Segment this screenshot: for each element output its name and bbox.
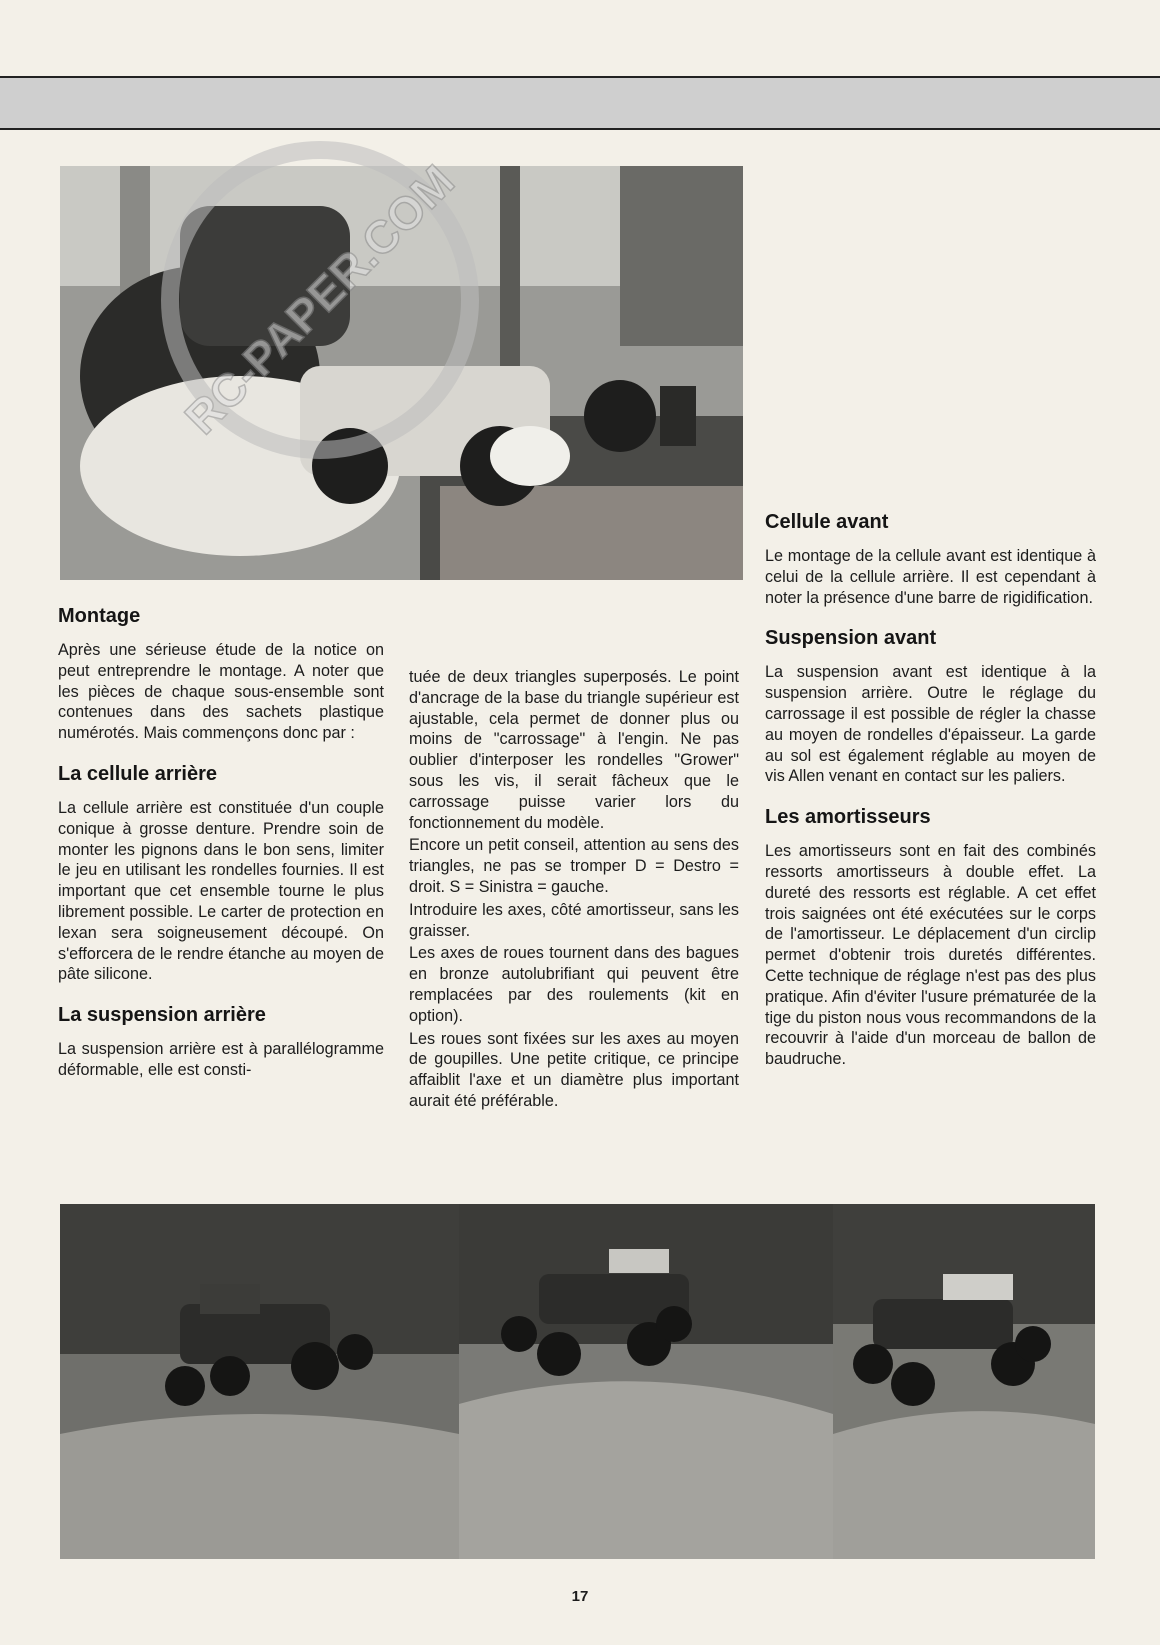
amortisseurs-text: Les amortisseurs sont en fait des combinés ressorts amortisseurs à double effet. La dureté des ressorts est réglable. A cet effet trois saignées ont été exécutées sur le corps de l'amortisseur. Le déplacement d'un circlip permet d'obtenir trois duretés différentes. Cette technique de réglage n'est pas des plus pratique. Afin d'éviter l'usure prématurée de la tige du piston nous vous recommandons de la recouvrir à l'aide d'un morceau de ballon de baudruche. [765, 842, 1096, 1069]
montage-heading: Montage [58, 605, 141, 627]
bottom-photo-1 [60, 1204, 459, 1559]
watermark-stamp [140, 110, 500, 490]
buggy-jump-photo-3 [833, 1204, 1095, 1559]
suspension-avant-text: La suspension avant est identique à la suspension arrière. Outre le réglage du carrossage il est possible de régler la chasse au moyen de rondelles d'épaisseur. La garde au sol est également réglable au moyen de vis Allen venant en contact sur les paliers. [765, 663, 1096, 786]
suspension-arriere-heading: La suspension arrière [58, 1004, 266, 1027]
column-1 [58, 604, 384, 1095]
col2-paragraph-5: Les roues sont fixées sur les axes au moyen de goupilles. Une petite critique, ce principe affaiblit l'axe et un diamètre plus important aurait été préférable. [409, 1029, 739, 1110]
col2-paragraph-1: tuée de deux triangles superposés. Le point d'ancrage de la base du triangle supérieur est ajustable, cela permet de donner plus ou moins de "carrossage" à l'engin. Ne pas oublier d'interposer les rondelles "Grower" sous les vis, il serait fâcheux que le carrossage puisse varier lors du fonctionnement du modèle. [409, 668, 739, 832]
column-3 [765, 510, 1096, 1084]
buggy-jump-photo-1 [60, 1204, 459, 1559]
cellule-avant-heading: Cellule avant [765, 511, 889, 533]
amortisseurs-heading: Les amortisseurs [765, 806, 931, 829]
bottom-photo-3 [833, 1204, 1095, 1559]
col2-paragraph-2: Encore un petit conseil, attention au sens des triangles, ne pas se tromper D = Destro = droit. S = Sinistra = gauche. [409, 836, 739, 896]
page-number: 17 [571, 1588, 589, 1605]
col2-paragraph-3: Introduire les axes, côté amortisseur, sans les graisser. [409, 900, 739, 940]
watermark-text: RC-PAPER.COM [174, 154, 464, 444]
column-2 [409, 667, 739, 1114]
cellule-avant-text: Le montage de la cellule avant est identique à celui de la cellule arrière. Il est cependant à noter la présence d'une barre de rigidification. [765, 547, 1096, 607]
suspension-avant-heading: Suspension avant [765, 627, 937, 650]
cellule-arriere-heading: La cellule arrière [58, 762, 217, 785]
col2-paragraph-4: Les axes de roues tournent dans des bagues en bronze autolubrifiant qui peuvent être remplacées par des roulements (kit en option). [409, 944, 739, 1025]
buggy-jump-photo-2 [459, 1204, 833, 1559]
suspension-arriere-text: La suspension arrière est à parallélogramme déformable, elle est consti- [58, 1040, 384, 1079]
montage-text: Après une sérieuse étude de la notice on peut entreprendre le montage. A noter que les pièces de chaque sous-ensemble sont contenues dans des sachets plastique numérotés. Mais commençons donc par : [58, 641, 384, 743]
bottom-photo-2 [459, 1204, 833, 1559]
cellule-arriere-text: La cellule arrière est constituée d'un couple conique à grosse denture. Prendre soin de monter les pignons dans le bon sens, limiter le jeu en utilisant les rondelles fournies. Il est important que cet ensemble tourne le plus librement possible. Le carter de protection en lexan sera soigneusement découpé. On s'efforcera de le rendre étanche au moyen de pâte silicone. [58, 798, 384, 984]
